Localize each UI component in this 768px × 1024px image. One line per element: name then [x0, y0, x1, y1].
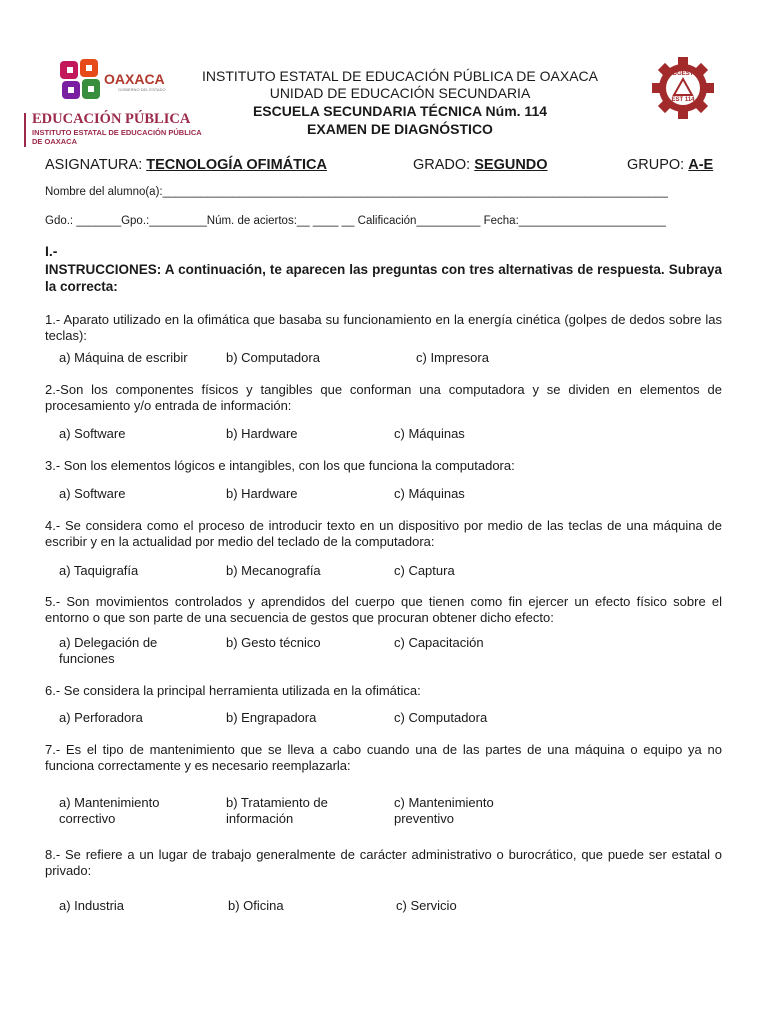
- instructions: INSTRUCCIONES: A continuación, te aparecen las preguntas con tres alternativas de respuesta. Subraya la correcta:: [45, 262, 722, 294]
- question-7: 7.- Es el tipo de mantenimiento que se lleva a cabo cuando una de las partes de una máquina o equipo ya no funciona correctamente y es necesario reemplazarla:: [45, 742, 722, 773]
- oaxaca-logo-name: OAXACA: [104, 71, 165, 87]
- q6-option-b[interactable]: b) Engrapadora: [226, 710, 317, 725]
- q4-option-b[interactable]: b) Mecanografía: [226, 563, 321, 578]
- header-school: ESCUELA SECUNDARIA TÉCNICA Núm. 114: [252, 103, 548, 119]
- q5-option-a[interactable]: a) Delegación de funciones: [59, 635, 158, 666]
- grupo-label: GRUPO:: [627, 157, 685, 173]
- q5-option-c[interactable]: c) Capacitación: [394, 635, 484, 650]
- q4-option-a[interactable]: a) Taquigrafía: [59, 563, 139, 578]
- oaxaca-emblem-icon: [58, 57, 102, 103]
- dgest-logo-top: DGEST: [672, 71, 694, 77]
- q1-option-c[interactable]: c) Impresora: [416, 350, 489, 365]
- asignatura-field: [45, 157, 327, 173]
- q7-option-a[interactable]: a) Mantenimiento correctivo: [59, 795, 160, 826]
- q1-option-a[interactable]: a) Máquina de escribir: [59, 350, 188, 365]
- grupo-value: A-E: [688, 157, 714, 173]
- header-institute: INSTITUTO ESTATAL DE EDUCACIÓN PÚBLICA DE OAXACA: [202, 68, 598, 84]
- q6-option-c[interactable]: c) Computadora: [394, 710, 488, 725]
- q5-option-b[interactable]: b) Gesto técnico: [226, 635, 321, 650]
- dgest-logo-bottom: EST 114: [671, 97, 695, 103]
- q8-option-b[interactable]: b) Oficina: [228, 898, 284, 913]
- grado-field: [413, 157, 548, 173]
- edu-logo-title: EDUCACIÓN PÚBLICA: [32, 111, 191, 127]
- q2-option-a[interactable]: a) Software: [59, 426, 126, 441]
- q8-option-a[interactable]: a) Industria: [59, 898, 125, 913]
- section-numeral: I.-: [45, 243, 58, 259]
- q1-option-b[interactable]: b) Computadora: [226, 350, 320, 365]
- question-1: 1.- Aparato utilizado en la ofimática que basaba su funcionamiento en la energía cinética (golpes de dedos sobre las teclas):: [45, 312, 722, 343]
- edu-logo-sub1: INSTITUTO ESTATAL DE EDUCACIÓN PÚBLICA: [32, 128, 202, 137]
- gear-emblem-icon: [652, 57, 714, 119]
- edu-logo-bar: [24, 113, 26, 147]
- q7-option-b[interactable]: b) Tratamiento de información: [226, 795, 328, 826]
- q3-option-a[interactable]: a) Software: [59, 486, 126, 501]
- header-unit: UNIDAD DE EDUCACIÓN SECUNDARIA: [269, 85, 531, 101]
- q6-option-a[interactable]: a) Perforadora: [59, 710, 143, 725]
- grupo-field: [627, 157, 713, 173]
- asignatura-label: ASIGNATURA:: [45, 157, 143, 173]
- q4-option-c[interactable]: c) Captura: [394, 563, 455, 578]
- student-name-line[interactable]: Nombre del alumno(a):_______________________________________________________________________________: [45, 186, 668, 198]
- question-6: 6.- Se considera la principal herramienta utilizada en la ofimática:: [45, 683, 421, 698]
- header-exam-title: EXAMEN DE DIAGNÓSTICO: [307, 121, 493, 137]
- question-8: 8.- Se refiere a un lugar de trabajo generalmente de carácter administrativo o burocrático, que puede ser estatal o privado:: [45, 847, 722, 878]
- edu-logo-sub2: DE OAXACA: [32, 137, 78, 146]
- q2-option-c[interactable]: c) Máquinas: [394, 426, 465, 441]
- q8-option-c[interactable]: c) Servicio: [396, 898, 457, 913]
- question-3: 3.- Son los elementos lógicos e intangibles, con los que funciona la computadora:: [45, 458, 515, 473]
- question-2: 2.-Son los componentes físicos y tangibles que conforman una computadora y se dividen en elementos de procesamiento y/o entrada de información:: [45, 382, 722, 413]
- q7-option-c[interactable]: c) Mantenimiento preventivo: [394, 795, 494, 826]
- q2-option-b[interactable]: b) Hardware: [226, 426, 298, 441]
- asignatura-value: TECNOLOGÍA OFIMÁTICA: [146, 157, 327, 173]
- oaxaca-logo-caption: GOBIERNO DEL ESTADO: [118, 87, 166, 92]
- question-4: 4.- Se considera como el proceso de introducir texto en un dispositivo por medio de las teclas de una máquina de escribir y en la actualidad por medio del teclado de la computadora:: [45, 518, 722, 549]
- q3-option-b[interactable]: b) Hardware: [226, 486, 298, 501]
- grade-score-line[interactable]: Gdo.: _______Gpo.:_________Núm. de aciertos:__ ____ __ Calificación__________ Fecha:_______________________: [45, 215, 666, 227]
- question-5: 5.- Son movimientos controlados y aprendidos del cuerpo que tienen como fin ejercer un efecto físico sobre el entorno o que son parte de una secuencia de gestos que procuran obtener dicho efecto:: [45, 594, 722, 625]
- grado-label: GRADO:: [413, 157, 471, 173]
- q3-option-c[interactable]: c) Máquinas: [394, 486, 465, 501]
- dgest-logo: [652, 57, 714, 119]
- grado-value: SEGUNDO: [474, 157, 548, 173]
